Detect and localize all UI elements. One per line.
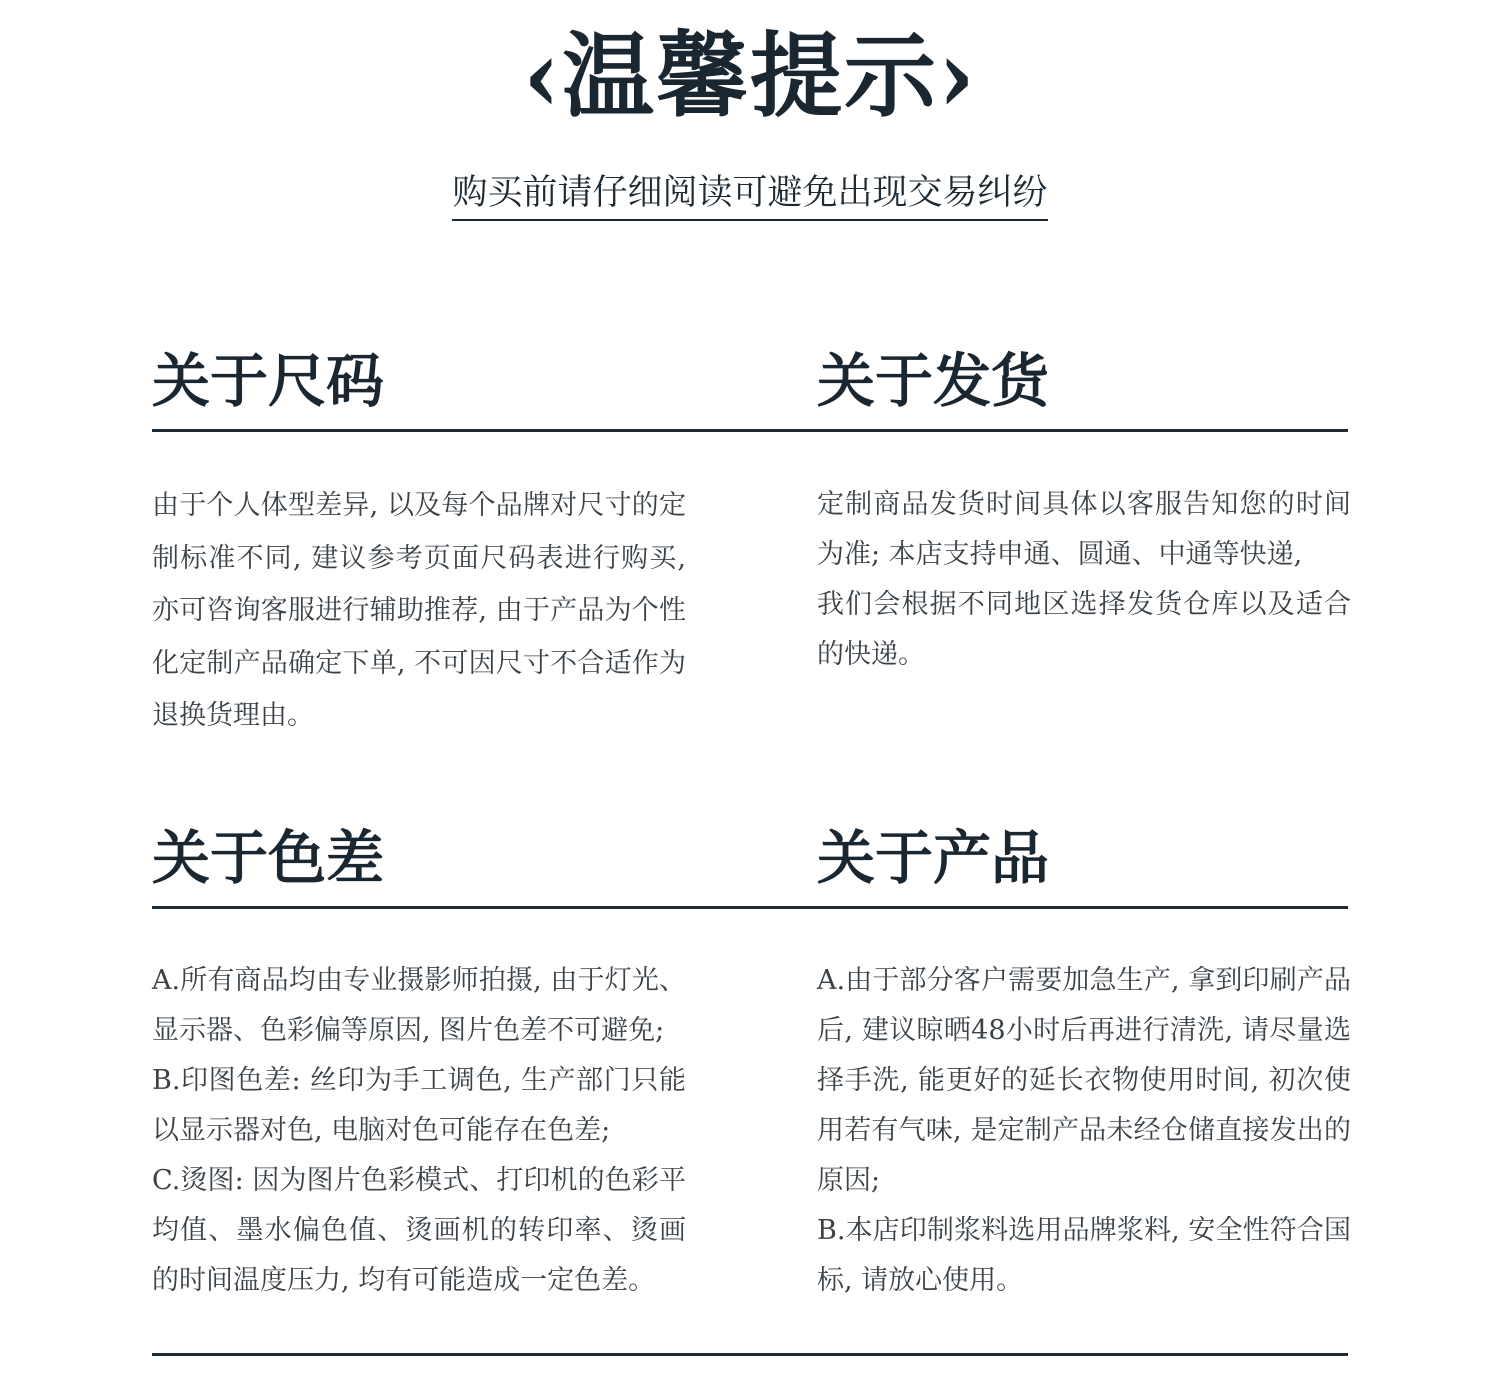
section-size-heading: 关于尺码 [152, 347, 385, 415]
subtitle-container [0, 170, 1500, 221]
subtitle: 购买前请仔细阅读可避免出现交易纠纷 [452, 170, 1047, 221]
section-shipping [817, 346, 1351, 746]
section-product-paragraph: A.由于部分客户需要加急生产, 拿到印刷产品后, 建议晾晒48小时后再进行清洗, 请尽量选择手洗, 能更好的延长衣物使用时间, 初次使用若有气味, 是定制产品未经仓储直接发出的原因; [817, 965, 1351, 1196]
section-divider-middle [152, 906, 1348, 909]
section-product-heading: 关于产品 [817, 824, 1050, 892]
section-product-body [817, 956, 1351, 1306]
section-product-paragraph: B.本店印制浆料选用品牌浆料, 安全性符合国标, 请放心使用。 [817, 1215, 1351, 1296]
section-shipping-paragraph: 我们会根据不同地区选择发货仓库以及适合的快递。 [817, 589, 1351, 670]
section-color-paragraph: B.印图色差: 丝印为手工调色, 生产部门只能以显示器对色, 电脑对色可能存在色差; [152, 1065, 686, 1146]
page-title [0, 18, 1500, 134]
section-divider-bottom [152, 1353, 1348, 1356]
section-size-body [152, 480, 686, 743]
section-color [152, 823, 686, 1323]
section-color-paragraph: C.烫图: 因为图片色彩模式、打印机的色彩平均值、墨水偏色值、烫画机的转印率、烫画的时间温度压力, 均有可能造成一定色差。 [152, 1165, 686, 1296]
title-bracket-right: › [938, 16, 977, 136]
section-color-paragraph: A.所有商品均由专业摄影师拍摄, 由于灯光、显示器、色彩偏等原因, 图片色差不可避免; [152, 965, 686, 1046]
section-shipping-body [817, 480, 1351, 680]
section-color-heading: 关于色差 [152, 824, 385, 892]
section-shipping-heading: 关于发货 [817, 347, 1050, 415]
section-shipping-paragraph: 定制商品发货时间具体以客服告知您的时间为准; 本店支持申通、圆通、中通等快递, [817, 489, 1351, 570]
section-divider-top [152, 429, 1348, 432]
title-text: 温馨提示 [561, 22, 938, 130]
section-size [152, 346, 686, 746]
title-bracket-left: ‹ [523, 16, 562, 136]
section-size-paragraph: 由于个人体型差异, 以及每个品牌对尺寸的定制标准不同, 建议参考页面尺码表进行购买, 亦可咨询客服进行辅助推荐, 由于产品为个性化定制产品确定下单, 不可因尺寸不合适作为退换货理由。 [152, 490, 686, 731]
section-color-body [152, 956, 686, 1306]
section-product [817, 823, 1351, 1323]
